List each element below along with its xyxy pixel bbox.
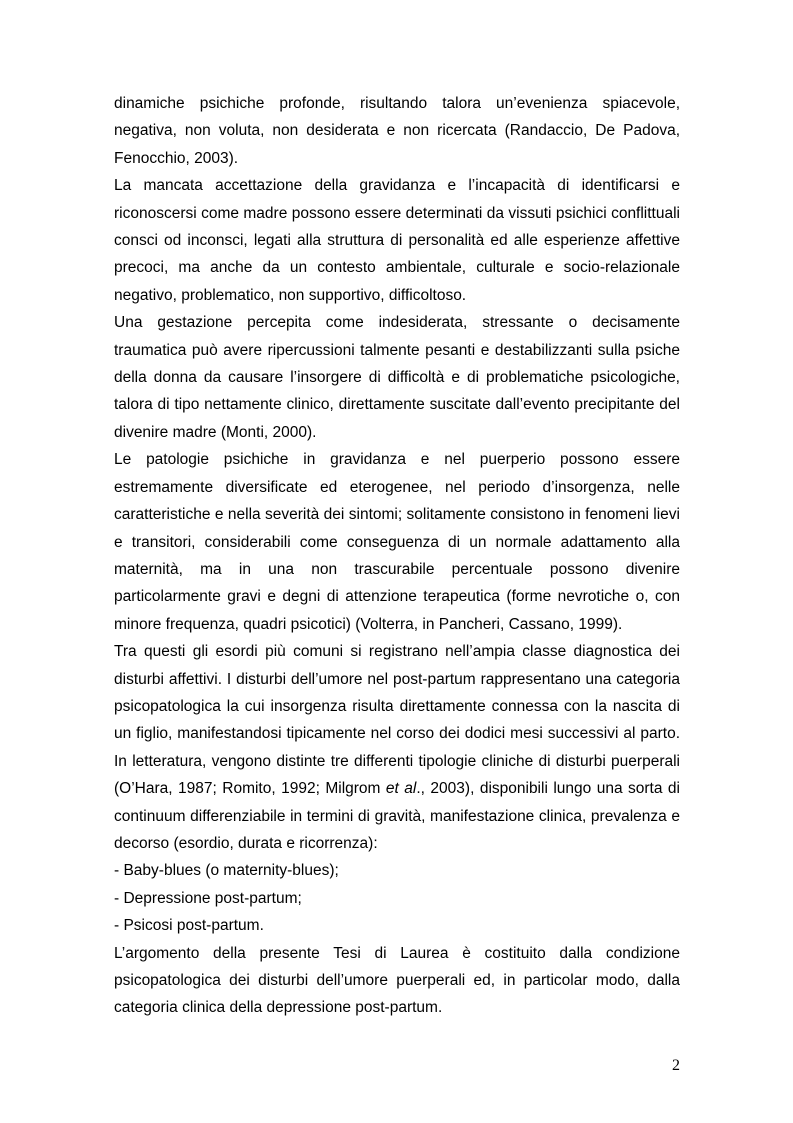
paragraph-5-italic: et al [385,780,417,798]
paragraph-4: Le patologie psichiche in gravidanza e nel puerperio possono essere estremamente diversificate ed eterogenee, nel periodo d’insorgenza, nelle caratteristiche e nella severità dei sintomi; solitamente consistono in fenomeni lievi e transitori, considerabili come conseguenza di un normale adattamento alla maternità, ma in una non trascurabile percentuale possono divenire particolarmente gravi e degni di attenzione terapeutica (forme nevrotiche o, con minore frequenza, quadri psicotici) (Volterra, in Pancheri, Cassano, 1999). [114,451,680,633]
list-item-3: - Psicosi post-partum. [114,917,264,935]
paragraph-5-text-a: Tra questi gli esordi più comuni si registrano nell’ampia classe diagnostica dei disturbi affettivi. I disturbi dell’umore nel post-partum rappresentano una categoria psicopatologica la cui insorgenza risulta direttamente connessa con la nascita di un figlio, manifestandosi tipicamente nel corso dei dodici mesi successivi al parto. In letteratura, vengono distinte tre differenti tipologie cliniche di disturbi puerperali (O’Hara, 1987; Romito, 1992; Milgrom [114,643,680,798]
paragraph-5-text-b: ., 2003), disponibili lungo una sorta di continuum differenziabile in termini di gravità, manifestazione clinica, prevalenza e decorso (esordio, durata e ricorrenza): [114,780,680,852]
page-number: 2 [672,1057,680,1074]
paragraph-3: Una gestazione percepita come indesiderata, stressante o decisamente traumatica può avere ripercussioni talmente pesanti e destabilizzanti sulla psiche della donna da causare l’insorgere di difficoltà e di problematiche psicologiche, talora di tipo nettamente clinico, direttamente suscitate dall’evento precipitante del divenire madre (Monti, 2000). [114,314,680,441]
paragraph-5 [114,638,680,857]
paragraph-1: dinamiche psichiche profonde, risultando talora un’evenienza spiacevole, negativa, non voluta, non desiderata e non ricercata (Randaccio, De Padova, Fenocchio, 2003). [114,95,680,167]
paragraph-2: La mancata accettazione della gravidanza e l’incapacità di identificarsi e riconoscersi come madre possono essere determinati da vissuti psichici conflittuali consci od inconsci, legati alla struttura di personalità ed alle esperienze affettive precoci, ma anche da un contesto ambientale, culturale e socio-relazionale negativo, problematico, non supportivo, difficoltoso. [114,177,680,304]
list-item-2: - Depressione post-partum; [114,889,302,907]
list-item-1: - Baby-blues (o maternity-blues); [114,862,339,880]
closing-paragraph: L’argomento della presente Tesi di Laurea è costituito dalla condizione psicopatologica dei disturbi dell’umore puerperali ed, in particolar modo, dalla categoria clinica della depressione post-partum. [114,944,680,1017]
body-text [114,90,680,1022]
